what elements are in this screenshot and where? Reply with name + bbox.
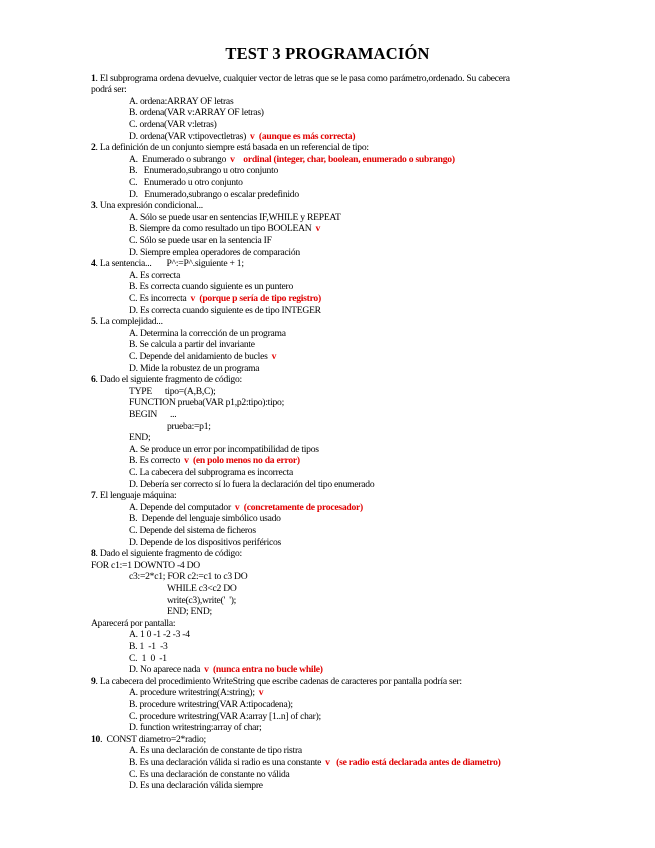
question-line: [91, 490, 176, 502]
line-text: TYPE tipo=(A,B,C);: [129, 385, 216, 397]
answer-option: [129, 293, 321, 305]
answer-option: [129, 444, 319, 456]
answer-option: [129, 769, 290, 781]
answer-option: [129, 745, 302, 757]
answer-option: [129, 235, 272, 247]
line-text: A. Se produce un error por incompatibilidad de tipos: [129, 443, 319, 455]
line-text: C. procedure writestring(VAR A:array [1..n] of char);: [129, 710, 321, 722]
line-text: B. Se calcula a partir del invariante: [129, 339, 255, 351]
text-line: [129, 409, 176, 421]
answer-option: [129, 699, 293, 711]
answer-option: [129, 165, 278, 177]
answer-option: [129, 455, 300, 467]
line-text: B. Enumerado,subrango u otro conjunto: [129, 165, 279, 177]
line-text: . La definición de un conjunto siempre está basada en un referencial de tipo:: [95, 142, 369, 154]
line-text: A. Es correcta: [129, 269, 181, 281]
question-line: [91, 142, 369, 154]
line-text: . Dado el siguiente fragmento de código:: [95, 374, 242, 386]
answer-option: [129, 189, 299, 201]
text-line: [129, 432, 150, 444]
line-text: A. Es una declaración de constante de tipo ristra: [129, 745, 302, 757]
line-text: END;: [129, 432, 151, 444]
correct-answer-mark: v (en polo menos no da error): [184, 455, 300, 467]
line-text: WHILE c3<c2 DO: [167, 582, 237, 594]
line-text: D. Es correcta cuando siguiente es de tipo INTEGER: [129, 304, 321, 316]
question-number: 8: [91, 548, 96, 560]
line-text: B. 1 -1 -3: [129, 640, 168, 652]
question-line: [91, 374, 242, 386]
answer-option: [129, 363, 259, 375]
text-line: [167, 421, 211, 433]
line-text: B. Depende del lenguaje simbólico usado: [129, 513, 281, 525]
line-text: C. Enumerado u otro conjunto: [129, 176, 243, 188]
line-text: A. procedure writestring(A:string);: [129, 687, 255, 699]
line-text: C. 1 0 -1: [129, 652, 167, 664]
line-text: D. No aparece nada: [129, 664, 201, 676]
answer-option: [129, 339, 255, 351]
line-text: B. procedure writestring(VAR A:tipocadena);: [129, 698, 293, 710]
correct-answer-mark: v: [258, 687, 264, 699]
answer-option: [129, 212, 341, 224]
correct-answer-mark: v (nunca entra no bucle while): [204, 664, 323, 676]
answer-option: [129, 687, 263, 699]
correct-answer-mark: v (porque p sería de tipo registro): [190, 292, 321, 304]
line-text: A. Enumerado o subrango: [129, 153, 227, 165]
answer-option: [129, 177, 243, 189]
text-line: [167, 583, 237, 595]
line-text: D. function writestring:array of char;: [129, 722, 262, 734]
answer-option: [129, 467, 293, 479]
answer-option: [129, 537, 281, 549]
line-text: A. Determina la corrección de un programa: [129, 327, 286, 339]
question-number: 1: [91, 72, 96, 84]
line-text: podrá ser:: [91, 84, 127, 96]
line-text: A. 1 0 -1 -2 -3 -4: [129, 629, 190, 641]
line-text: prueba:=p1;: [167, 420, 211, 432]
question-number: 4: [91, 258, 96, 270]
answer-option: [129, 629, 190, 641]
line-text: C. La cabecera del subprograma es incorrecta: [129, 466, 293, 478]
question-line: [91, 548, 242, 560]
line-text: C. Sólo se puede usar en la sentencia IF: [129, 234, 272, 246]
text-line: [91, 618, 175, 630]
line-text: D. Depende de los dispositivos periféricos: [129, 536, 282, 548]
line-text: D. Enumerado,subrango o escalar predefinido: [129, 188, 299, 200]
line-text: B. ordena(VAR v:ARRAY OF letras): [129, 107, 264, 119]
answer-option: [129, 780, 263, 792]
text-line: [129, 397, 284, 409]
line-text: B. Es correcto: [129, 455, 181, 467]
line-text: BEGIN ...: [129, 408, 177, 420]
answer-option: [129, 711, 321, 723]
line-text: . La cabecera del procedimiento WriteString que escribe cadenas de caracteres por pantalla podría ser:: [95, 675, 462, 687]
line-text: C. Depende del sistema de ficheros: [129, 524, 256, 536]
answer-option: [129, 502, 363, 514]
line-text: FOR c1:=1 DOWNTO -4 DO: [91, 559, 200, 571]
text-line: [167, 595, 236, 607]
line-text: C. Es una declaración de constante no válida: [129, 768, 290, 780]
correct-answer-mark: v (se radio está declarada antes de diametro): [325, 756, 501, 768]
line-text: B. Es una declaración válida si radio es una constante: [129, 756, 322, 768]
line-text: . El lenguaje máquina:: [95, 490, 177, 502]
question-line: [91, 734, 206, 746]
question-line: [91, 258, 244, 270]
text-line: [129, 386, 216, 398]
question-line: [91, 73, 510, 85]
line-text: . Dado el siguiente fragmento de código:: [95, 548, 242, 560]
question-number: 5: [91, 316, 96, 328]
text-line: [91, 84, 127, 96]
answer-option: [129, 757, 501, 769]
answer-option: [129, 223, 320, 235]
line-text: B. Es correcta cuando siguiente es un puntero: [129, 281, 294, 293]
answer-option: [129, 513, 281, 525]
line-text: B. Siempre da como resultado un tipo BOOLEAN: [129, 223, 312, 235]
text-line: [129, 571, 247, 583]
answer-option: [129, 525, 256, 537]
question-number: 2: [91, 142, 96, 154]
question-number: 7: [91, 490, 96, 502]
line-text: C. Es incorrecta: [129, 292, 187, 304]
line-text: D. Mide la robustez de un programa: [129, 362, 260, 374]
answer-option: [129, 270, 180, 282]
line-text: A. Depende del computador: [129, 501, 231, 513]
line-text: C. ordena(VAR v:letras): [129, 118, 217, 130]
correct-answer-mark: v: [315, 223, 320, 235]
line-text: . La complejidad...: [95, 316, 163, 328]
answer-option: [129, 479, 374, 491]
answer-option: [129, 653, 167, 665]
line-text: Aparecerá por pantalla:: [91, 617, 176, 629]
answer-option: [129, 641, 168, 653]
answer-option: [129, 281, 293, 293]
correct-answer-mark: v (aunque es más correcta): [250, 130, 356, 142]
line-text: D. Es una declaración válida siempre: [129, 780, 263, 792]
line-text: END; END;: [167, 606, 212, 618]
line-text: A. Sólo se puede usar en sentencias IF,WHILE y REPEAT: [129, 211, 341, 223]
answer-option: [129, 328, 286, 340]
question-line: [91, 676, 462, 688]
question-number: 3: [91, 200, 96, 212]
answer-option: [129, 247, 300, 259]
line-text: . Una expresión condicional...: [95, 200, 203, 212]
answer-option: [129, 131, 355, 143]
question-number: 10: [91, 733, 101, 745]
question-number: 6: [91, 374, 96, 386]
text-line: [91, 560, 200, 572]
question-line: [91, 316, 163, 328]
correct-answer-mark: v (concretamente de procesador): [234, 501, 363, 513]
line-text: . CONST diametro=2*radio;: [100, 733, 206, 745]
question-number: 9: [91, 675, 96, 687]
line-text: FUNCTION prueba(VAR p1,p2:tipo):tipo;: [129, 397, 284, 409]
line-text: write(c3),write(' ');: [167, 594, 237, 606]
line-text: c3:=2*c1; FOR c2:=c1 to c3 DO: [129, 571, 248, 583]
answer-option: [129, 664, 323, 676]
line-text: . El subprograma ordena devuelve, cualquier vector de letras que se le pasa como parámetro,ordenado. Su cabecera: [95, 72, 510, 84]
line-text: . La sentencia... P^:=P^.siguiente + 1;: [95, 258, 244, 270]
answer-option: [129, 154, 455, 166]
answer-option: [129, 351, 276, 363]
line-text: D. ordena(VAR v:tipovectletras): [129, 130, 247, 142]
correct-answer-mark: v: [271, 350, 277, 362]
answer-option: [129, 96, 233, 108]
line-text: A. ordena:ARRAY OF letras: [129, 95, 234, 107]
line-text: D. Debería ser correcto sí lo fuera la declaración del tipo enumerado: [129, 478, 375, 490]
answer-option: [129, 119, 217, 131]
line-text: D. Siempre emplea operadores de comparación: [129, 246, 300, 258]
line-text: C. Depende del anidamiento de bucles: [129, 350, 268, 362]
answer-option: [129, 305, 321, 317]
question-line: [91, 200, 203, 212]
answer-option: [129, 107, 264, 119]
answer-option: [129, 722, 262, 734]
text-line: [167, 606, 212, 618]
page-title: TEST 3 PROGRAMACIÓN: [225, 44, 430, 63]
correct-answer-mark: v ordinal (integer, char, boolean, enumerado o subrango): [230, 153, 455, 165]
